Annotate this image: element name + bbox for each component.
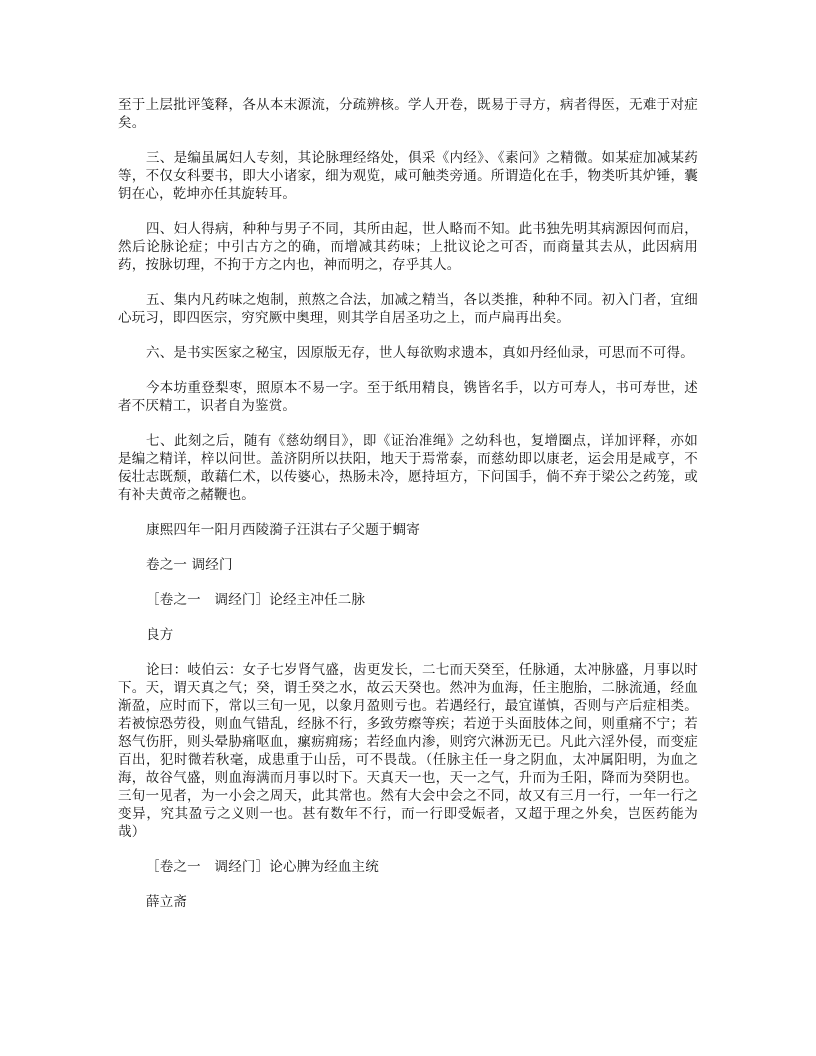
- section-heading-2: ［卷之一 调经门］论心脾为经血主统: [146, 859, 379, 875]
- section-heading-1: ［卷之一 调经门］论经主冲任二脉: [146, 592, 366, 608]
- paragraph-7: 七、此刻之后，随有《慈幼纲目》，即《证治准绳》之幼科也，复增圈点，详加评释，亦如是编之精详，梓以问世。盖济阴所以扶阳，地天于焉常泰，而慈幼即以康老，运会用是咸亨，不佞壮志既颓，敢藉仁术，以传婆心，热肠未冷，愿持垣方，下问国手，倘不弃于梁公之药笼，或有补夫黄帝之赭鞭也。: [118, 433, 698, 503]
- paragraph-3: 四、妇人得病，种种与男子不同，其所由起，世人略而不知。此书独先明其病源因何而启，然后论脉论症；中引古方之的确，而增减其药味；上批议论之可否，而商量其去从，此因病用药，按脉切理，不拘于方之内也，神而明之，存乎其人。: [118, 221, 698, 273]
- source-label-1: 良方: [146, 627, 174, 643]
- source-label-2: 薛立斋: [146, 894, 188, 910]
- paragraph-5: 六、是书实医家之秘宝，因原版无存，世人每欲购求遗本，真如丹经仙录，可思而不可得。: [146, 345, 694, 361]
- document-page: [118, 96, 698, 911]
- paragraph-6: 今本坊重登梨枣，照原本不易一字。至于纸用精良，镌皆名手，以方可寿人，书可寿世，述者不厌精工，识者自为鉴赏。: [118, 380, 698, 414]
- paragraph-2: 三、是编虽属妇人专刻，其论脉理经络处，俱采《内经》、《素问》之精微。如某症加减某药等，不仅女科要书，即大小诸家，细为观览，咸可触类旁通。所谓造化在手，物类听其炉锤，囊钥在心，乾坤亦任其旋转耳。: [118, 150, 698, 202]
- dedication-line: 康熙四年一阳月西陵漪子汪淇右子父题于蜩寄: [146, 522, 420, 538]
- paragraph-4: 五、集内凡药味之炮制，煎熬之合法，加减之精当，各以类推，种种不同。初入门者，宜细心玩习，即四医宗，穷究厥中奥理，则其学自居圣功之上，而卢扁再出矣。: [118, 292, 698, 326]
- paragraph-1: 至于上层批评笺释，各从本末源流，分疏辨核。学人开卷，既易于寻方，病者得医，无难于对症矣。: [118, 97, 698, 131]
- discussion-paragraph: 论曰：岐伯云：女子七岁肾气盛，齿更发长，二七而天癸至，任脉通，太冲脉盛，月事以时下。天，谓天真之气；癸，谓壬癸之水，故云天癸也。然冲为血海，任主胞胎，二脉流通，经血渐盈，应时而下，常以三旬一见，以象月盈则亏也。若遇经行，最宜谨慎，否则与产后症相类。若被惊恐劳役，则血气错乱，经脉不行，多致劳瘵等疾；若逆于头面肢体之间，则重痛不宁；若怒气伤肝，则头晕胁痛呕血，瘰疬痈疡；若经血内渗，则窍穴淋沥无已。凡此六淫外侵，而变症百出，犯时微若秋毫，成患重于山岳，可不畏哉。（任脉主任一身之阴血，太冲属阳明，为血之海，故谷气盛，则血海满而月事以时下。天真天一也，天一之气，升而为壬阳，降而为癸阴也。三旬一见者，为一小会之周天，此其常也。然有大会中会之不同，故又有三月一行，一年一行之变异，究其盈亏之义则一也。甚有数年不行，而一行即受娠者，又超于理之外矣，岂医药能为哉）: [118, 662, 698, 840]
- volume-heading: 卷之一 调经门: [146, 557, 233, 573]
